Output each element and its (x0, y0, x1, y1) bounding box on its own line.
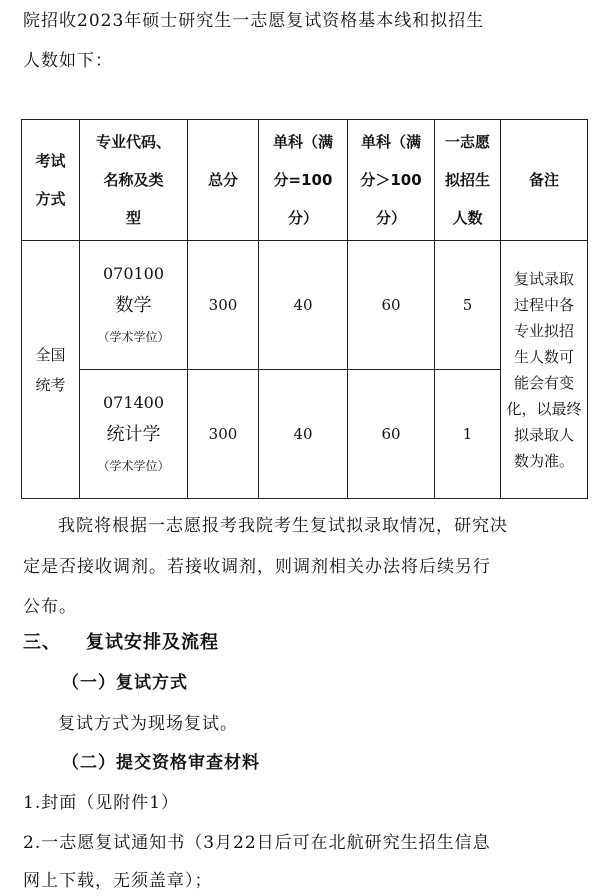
item-2-line-1: 2.一志愿复试通知书（3月22日后可在北航研究生招生信息 (23, 833, 491, 853)
header-quota: 一志愿 拟招生 人数 (435, 120, 501, 241)
para1-line-2: 定是否接收调剂。若接收调剂，则调剂相关办法将后续另行 (23, 557, 491, 577)
header-major: 专业代码、 名称及类 型 (80, 120, 188, 241)
section-3-title: 复试安排及流程 (86, 632, 219, 653)
item-1: 1.封面（见附件1） (23, 793, 180, 813)
major-cell: 071400 统计学 （学术学位） (80, 370, 188, 499)
notes-cell: 复试录取 过程中各 专业拟招 生人数可 能会有变 化，以最终 拟录取人 数为准。 (501, 241, 588, 499)
total-score-cell: 300 (188, 241, 259, 370)
para1-line-1: 我院将根据一志愿报考我院考生复试拟录取情况，研究决 (58, 516, 508, 536)
header-total: 总分 (188, 120, 259, 241)
para1-line-3: 公布。 (23, 597, 77, 617)
intro-line-2: 人数如下： (23, 51, 113, 71)
total-score-cell: 300 (188, 370, 259, 499)
subsection-1-title: （一）复试方式 (62, 673, 188, 693)
table-row (22, 241, 588, 370)
section-3-number: 三、 (23, 632, 61, 653)
header-single-100: 单科（满 分=100 分） (259, 120, 348, 241)
header-notes: 备注 (501, 120, 588, 241)
single-100-cell: 40 (259, 241, 348, 370)
table-header-row (22, 120, 588, 241)
header-single-gt100: 单科（满 分＞100 分） (348, 120, 435, 241)
subsection-2-title: （二）提交资格审查材料 (62, 753, 260, 773)
item-2-line-2: 网上下载，无须盖章）； (23, 871, 213, 891)
quota-table (21, 119, 588, 499)
quota-cell: 5 (435, 241, 501, 370)
single-gt100-cell: 60 (348, 241, 435, 370)
exam-method-cell: 全国 统考 (22, 241, 80, 499)
quota-cell: 1 (435, 370, 501, 499)
single-gt100-cell: 60 (348, 370, 435, 499)
single-100-cell: 40 (259, 370, 348, 499)
major-cell: 070100 数学 （学术学位） (80, 241, 188, 370)
intro-line-1: 院招收2023年硕士研究生一志愿复试资格基本线和拟招生 (23, 11, 485, 31)
subsection-1-text: 复试方式为现场复试。 (58, 714, 238, 734)
header-exam-method: 考试 方式 (22, 120, 80, 241)
